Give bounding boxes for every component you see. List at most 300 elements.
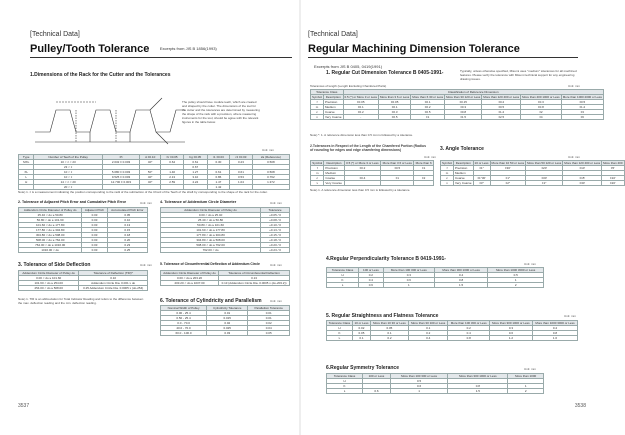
right-s2-heading: 2.Tolerances in Respect of the Length of the Chamfered Portion (Radius of rounding for edges and edge chamfering dimensions) xyxy=(310,144,426,152)
cell: Precision xyxy=(324,166,344,171)
left-page xyxy=(0,0,300,435)
cell: 0.4 xyxy=(434,273,487,278)
cell: ±0.5 xyxy=(381,166,414,171)
cell: 0.3 xyxy=(489,326,532,331)
r-s6-header: More than 100 300 or Less xyxy=(390,374,448,379)
cell xyxy=(102,185,139,190)
figure-desc-line: the cutter and the tolerances are determined by measuring xyxy=(182,108,260,112)
left-s3-heading: 3. Tolerance of Side Deflection xyxy=(18,262,91,268)
cell: 0.6 xyxy=(390,384,448,389)
r-s5-header: More than 100 300 or Less xyxy=(448,321,489,326)
s2-unit: Unit: mm xyxy=(140,201,152,205)
cell: ±4 xyxy=(521,115,562,120)
r-s5-header: 10 or Less xyxy=(352,321,370,326)
cell: 0.4 xyxy=(448,331,489,336)
r-s1-header: More than 30 120 or Less xyxy=(446,95,481,99)
cell: 0.4 xyxy=(533,326,578,331)
right-s1-side-note: Typically, unless otherwise specified, Misumi uses "medium" tolerances for all machined features. Please verify the tolerance with Misumi technical support for any engineering drawing issues. xyxy=(460,69,577,81)
group-header: Tolerance Class xyxy=(311,90,344,95)
cell: 0.64 xyxy=(161,160,184,165)
cell: ±0.3 xyxy=(445,105,482,110)
cell: 1 xyxy=(508,384,544,389)
cell: 101.60 < do ≤ 177.80 xyxy=(19,223,82,228)
r-s5-unit: Unit: mm xyxy=(564,314,576,318)
symmetry-table xyxy=(326,373,544,394)
cell: +0.05 / 0 xyxy=(261,213,290,218)
cell: 0.15 xyxy=(107,228,147,233)
cell: m xyxy=(311,171,324,176)
r-s3-header: More than 50 120 or Less xyxy=(527,161,562,165)
cell: ±0.5 xyxy=(482,105,521,110)
s4-header: Addendum Circle Diameter of Pulley do xyxy=(161,208,261,213)
r-s6-header: 100 or Less xyxy=(363,374,391,379)
s3-unit: Unit: mm xyxy=(140,263,152,267)
figure-desc-line: and shaped by the cutter. The dimensions of the tool for xyxy=(182,104,256,108)
cell: Coarse xyxy=(324,176,344,181)
cell: ±2 xyxy=(414,176,434,181)
cell: Coarse xyxy=(454,176,474,181)
r-s5-header: More than 300 1000 or Less xyxy=(489,321,532,326)
cell: 0.4 xyxy=(359,278,384,283)
cell: +0.08 / 0 xyxy=(261,218,290,223)
cell: K xyxy=(327,278,359,283)
cell: 0.50 - 25.4 xyxy=(161,316,207,321)
table-row xyxy=(327,283,544,288)
cell: 0.03 xyxy=(82,218,107,223)
cell: 0.61 xyxy=(207,170,230,175)
group-header: Classification of Reference Dimension xyxy=(343,90,603,95)
cell: 1.372 xyxy=(252,180,289,185)
cell: ±0.2 xyxy=(344,166,381,171)
cell: ±2.5 xyxy=(482,115,521,120)
cell: 1.5 xyxy=(434,283,487,288)
cell: v xyxy=(311,115,324,120)
cell: 0.2 xyxy=(448,326,489,331)
cell: ±2 xyxy=(521,110,562,115)
cell: 10 < z xyxy=(34,175,103,180)
r-s1-header: More than 1000 2000 or Less xyxy=(562,95,602,99)
r-s5-header: More than 10 30 or Less xyxy=(371,321,409,326)
cell: 304.80 < do ≤ 508.00 xyxy=(161,238,261,243)
t1-header: A ±0.10 xyxy=(140,155,161,160)
r-s3-header: More than 10 50 or Less xyxy=(491,161,525,165)
r-s3-header: Symbol xyxy=(442,161,453,165)
cell: ±0.8 xyxy=(521,105,562,110)
cell: Precision xyxy=(324,100,344,105)
cell: ±0.2 xyxy=(482,100,521,105)
s5-header: Tolerance of Circumferential Deflection xyxy=(219,271,290,276)
left-s4-heading: 4. Tolerance of Addendum Circle Diameter xyxy=(160,200,237,204)
cell: Coarse xyxy=(324,110,344,115)
cell: 0.03 xyxy=(207,331,248,336)
cell: 0.01 xyxy=(207,311,248,316)
cell xyxy=(252,185,289,190)
cell: 0.13 xyxy=(107,223,147,228)
cell: 177.80 < do ≤ 304.80 xyxy=(161,233,261,238)
cell: 0.3 xyxy=(383,273,434,278)
left-s2-heading: 2. Tolerance of Adjacent Pitch Error and Cumulative Pitch Error xyxy=(18,200,127,204)
cell: ±1.5 xyxy=(445,115,482,120)
cell: 50.80 < do ≤ 101.60 xyxy=(161,223,261,228)
cell: 10 < z < 23 xyxy=(34,160,103,165)
r-s5-header: Tolerance Class xyxy=(327,321,353,326)
cell: 0.10 xyxy=(79,276,148,281)
cell: +0.20 / 0 xyxy=(261,243,290,248)
cell: H xyxy=(327,379,363,384)
cell: ±10' xyxy=(563,166,602,171)
s3-note: Note) 1. TIR is an abbreviation for Total Indicator Reading and refers to the difference between the max. deflection reading and the min. deflection reading. xyxy=(18,297,144,305)
cell: 23 < z xyxy=(34,165,103,170)
table-row xyxy=(19,248,148,253)
chamfer-tolerance-table xyxy=(310,160,434,186)
cell: c xyxy=(311,110,324,115)
cell: 0.05 xyxy=(352,331,370,336)
cell: ±0.5 xyxy=(561,100,603,105)
table-row xyxy=(161,316,290,321)
s3-header: Tolerance of Deflection (TIR)* xyxy=(79,271,148,276)
cell: 254.00 < do ≤ 508.00 xyxy=(19,286,79,291)
cell: 0.762 xyxy=(252,175,289,180)
s4-unit: Unit: mm xyxy=(270,201,282,205)
cell: 0.23 xyxy=(107,243,147,248)
cell: 508.00 < do ≤ 762.00 xyxy=(19,238,82,243)
cell: ±30' xyxy=(563,181,602,186)
cell: 1 xyxy=(383,283,434,288)
cell: 0.1 xyxy=(408,326,448,331)
cell: 0.30 xyxy=(207,160,230,165)
t1-header: r1 ±0.03 xyxy=(207,155,230,160)
r-s6-unit: Unit: mm xyxy=(524,367,536,371)
cell: ±0.8 xyxy=(445,110,482,115)
cell: 0.2 xyxy=(371,336,409,341)
cell xyxy=(183,185,207,190)
cell: 1.27 xyxy=(183,170,207,175)
table-row xyxy=(161,331,290,336)
cell: 0.0 - 70.0 xyxy=(161,321,207,326)
cell: 0.8 xyxy=(434,278,487,283)
cell: 20 < z xyxy=(34,185,103,190)
table-row xyxy=(161,248,290,253)
cell: 0.8 xyxy=(448,384,508,389)
cell: 60.0 - 100.0 xyxy=(161,331,207,336)
cell xyxy=(19,185,34,190)
angle-tolerance-table xyxy=(440,160,625,186)
t1-header: Type xyxy=(19,155,34,160)
right-excerpt: Excerpts from JIS B 0405, 0419(1991) xyxy=(314,64,383,69)
r-s2-header: Description xyxy=(324,161,344,166)
r-s6-header: More than 1000 xyxy=(508,374,544,379)
cell: 10 < z xyxy=(34,170,103,175)
cell: 0.03 xyxy=(82,248,107,253)
cell: ±1.2 xyxy=(561,105,603,110)
left-tag: [Technical Data] xyxy=(30,31,80,38)
s6-header: Cylindricity Tolerance xyxy=(207,306,248,311)
cell: 0.00 - 25.4 xyxy=(161,311,207,316)
cell: 203.20 < do ≤ 1037.00 xyxy=(161,281,219,286)
cell: ±3° xyxy=(473,181,490,186)
t1-header: bg ±0.05 xyxy=(183,155,207,160)
cell: 9.525 ± 0.003 xyxy=(102,175,139,180)
cell: 0.13 (Addendum Circle Dia. 0.0005 x (do-203.2)) xyxy=(219,281,290,286)
cell: 0.02 xyxy=(352,326,370,331)
cell: 25.40 < do ≤ 50.80 xyxy=(161,218,261,223)
cell: ±0.05 xyxy=(343,100,379,105)
cell: ±0.4 xyxy=(344,176,381,181)
cell: ±20' xyxy=(526,166,563,171)
cell: Medium xyxy=(454,171,474,176)
left-title: Pulley/Tooth Tolerance xyxy=(30,43,150,55)
left-header xyxy=(30,30,292,58)
cell: 0.1 xyxy=(371,331,409,336)
side-deflection-table xyxy=(18,270,148,291)
cell: 0.025 xyxy=(207,326,248,331)
r-s1-header: 0.5 (*) or More 3 or Less xyxy=(344,95,378,99)
cell: ±1° xyxy=(473,166,490,171)
r-s3-header: Description xyxy=(454,161,474,166)
cell: 508.00 < do ≤ 762.00 xyxy=(161,243,261,248)
cell: Medium xyxy=(324,105,344,110)
cut-dimension-table xyxy=(310,89,604,120)
cell: 2 xyxy=(508,389,544,394)
cell: 0.25 Addendum Circle Dia. 0.0005 x (do-254) xyxy=(79,286,148,291)
cell: 2.59 xyxy=(161,180,184,185)
cell: Very Coarse xyxy=(455,181,472,185)
left-excerpt: Excerpts from JIS B 1856(1993) xyxy=(159,46,217,51)
t1-header: Pt xyxy=(102,155,139,160)
cell: ±1° xyxy=(526,181,563,186)
cell: 0.8 xyxy=(533,331,578,336)
figure-desc-line: figures in the table below. xyxy=(182,120,216,124)
cell: 0.03 xyxy=(82,233,107,238)
cell: 50.80 < do ≤ 101.60 xyxy=(19,218,82,223)
cell: f xyxy=(441,166,454,171)
cell: XL xyxy=(19,170,34,175)
r-s1-header: Symbol xyxy=(312,95,323,99)
cell: 1.04 xyxy=(230,180,253,185)
cell: 0.61 xyxy=(183,160,207,165)
table-row xyxy=(311,115,604,120)
cell: 1 xyxy=(488,278,544,283)
cell: 101.60 < do ≤ 177.80 xyxy=(161,228,261,233)
r-s1-unit: Unit: mm xyxy=(568,84,580,88)
s5-header: Addendum Circle Diameter of Pulley do xyxy=(161,271,219,276)
cell: 0.6 xyxy=(359,283,384,288)
cell: 2.13 xyxy=(161,175,184,180)
cell: 0.04 xyxy=(248,326,290,331)
cell: 0.508 xyxy=(252,170,289,175)
left-s6-heading: 6. Tolerance of Cylindricity and Parallelism xyxy=(160,298,262,304)
cell: 0.01 xyxy=(248,316,290,321)
cell: m xyxy=(311,105,324,110)
cell: ±0.1 xyxy=(343,105,379,110)
r-s1-header: More than 120 400 or Less xyxy=(483,95,520,99)
left-page-number: 3537 xyxy=(18,403,30,409)
cell xyxy=(381,181,414,186)
r-s4-header: More than 300 1000 or Less xyxy=(434,268,487,273)
cell: 0.01 xyxy=(248,311,290,316)
cell: 0.05 xyxy=(371,326,409,331)
cell: 0.05 xyxy=(107,213,147,218)
left-s1-heading: 1.Dimensions of the Rack for the Cutter and the Tolerances xyxy=(30,72,171,78)
r-s4-unit: Unit: mm xyxy=(524,262,536,266)
cell: 0.02 xyxy=(207,321,248,326)
r-s4-header: 100 or Less xyxy=(359,268,384,273)
cell: 0.86 xyxy=(207,175,230,180)
cell: 304.80 < do ≤ 508.00 xyxy=(19,233,82,238)
cell: 1 xyxy=(390,389,448,394)
figure-desc-line: instruments for the tool, should be agree with the relevant xyxy=(182,116,259,120)
perpendicularity-table xyxy=(326,267,544,288)
cell: v xyxy=(311,181,324,186)
cell: m xyxy=(441,171,454,176)
cell: 50° xyxy=(140,170,161,175)
cell: 0.03 xyxy=(82,228,107,233)
t1-unit: Unit: mm xyxy=(262,148,274,152)
right-s4-heading: 4.Regular Perpendicularity Tolerance B 0419-1991- xyxy=(326,256,446,262)
cell: L xyxy=(327,283,359,288)
r-s3-header: More than 400 xyxy=(603,161,623,165)
cell: 0.05 xyxy=(248,331,290,336)
r-s3-header: More than 120 400 or Less xyxy=(564,161,601,165)
table-row xyxy=(19,286,148,291)
cell: H xyxy=(327,326,353,331)
cell: ±0.2 xyxy=(411,105,445,110)
cell: 1.2 xyxy=(489,336,532,341)
cell: 2 xyxy=(488,283,544,288)
cell: 14 < z < 20 xyxy=(34,180,103,185)
r-s4-header: Tolerance Class xyxy=(327,268,359,273)
cell: 1.5 xyxy=(448,389,508,394)
cell: ±20' xyxy=(602,181,624,186)
cell: ±1 xyxy=(411,115,445,120)
right-title: Regular Machining Dimension Tolerance xyxy=(308,43,520,55)
t1-header: Number of Teeth of the Pulley xyxy=(34,155,103,160)
cell: Very Coarse xyxy=(324,181,344,186)
s6-unit: Unit: mm xyxy=(270,299,282,303)
cell: ±1° xyxy=(490,176,526,181)
cell: 1016.00 < do xyxy=(19,248,82,253)
cell: L xyxy=(19,175,34,180)
r-s2-header: 0.5 (*) or More 3 or Less xyxy=(344,161,381,166)
cell: 0.2 xyxy=(359,273,384,278)
cell: v xyxy=(441,181,454,186)
cell: 1.6 xyxy=(533,336,578,341)
cell: ±3 xyxy=(561,110,603,115)
figure-desc-line: The pulley should have module teeth, which are created xyxy=(182,100,257,104)
cell xyxy=(161,185,184,190)
cell: 0.6 xyxy=(489,331,532,336)
cell: 0.5 xyxy=(488,273,544,278)
cell: L xyxy=(327,389,363,394)
cell: 0.00 < do ≤ 101.60 xyxy=(19,276,79,281)
cell: K xyxy=(327,331,353,336)
cell xyxy=(230,185,253,190)
cell: 0.03 xyxy=(82,238,107,243)
cell: +0.15 / 0 xyxy=(261,233,290,238)
cell: 40° xyxy=(140,175,161,180)
table-row xyxy=(311,181,434,186)
r-s5-header: More than 1000 3000 or Less xyxy=(533,321,578,326)
cell: ±0.5 xyxy=(411,110,445,115)
table-row xyxy=(161,311,290,316)
cell: - xyxy=(343,115,379,120)
right-s1-subheading: Tolerances of length (Length Excluding Chamfered Parts) xyxy=(310,84,387,88)
s3-header: Addendum Circle Diameter of Pulley do xyxy=(19,271,79,276)
cell: c xyxy=(311,176,324,181)
cell: Precision xyxy=(454,166,474,171)
cell: 0.61 xyxy=(230,170,253,175)
cell: 25.40 < do ≤ 50.80 xyxy=(19,213,82,218)
rack-diagram xyxy=(30,92,190,147)
s6-header: Nominal Width of Pulley xyxy=(161,306,207,311)
s6-header: Parallelism Tolerance xyxy=(248,306,290,311)
table-row xyxy=(19,185,290,190)
cell: Addendum Circle Dia. 0.001 x do xyxy=(79,281,148,286)
r-s4-header: More than 1000 3000 or Less xyxy=(488,268,544,273)
cell: ±0.3 xyxy=(379,110,411,115)
s2-header: Addendum Circle Diameter of Pulley do xyxy=(19,208,82,213)
cell: K xyxy=(327,384,363,389)
cell: 0.2 xyxy=(408,331,448,336)
r-s2-header: Symbol xyxy=(312,161,323,165)
cell: 0.508 xyxy=(252,160,289,165)
cell: 3.10 xyxy=(183,175,207,180)
cell: 0.6 xyxy=(363,389,391,394)
right-s6-heading: 6.Regular Symmetry Tolerance xyxy=(326,365,399,371)
cell: ±1.2 xyxy=(482,110,521,115)
cell: 0.03 xyxy=(82,223,107,228)
t1-header: hr ±0.05 xyxy=(161,155,184,160)
cell: ±0.1 xyxy=(379,105,411,110)
cell: 762.00 < do ≤ 1016.00 xyxy=(19,243,82,248)
r-s6-header: More than 300 1000 or Less xyxy=(448,374,508,379)
figure-description xyxy=(182,100,292,124)
right-s5-heading: 5. Regular Straightness and Flatness Tolerance xyxy=(326,313,439,319)
cell: 0.00 < do ≤ 25.40 xyxy=(161,213,261,218)
r-s2-header: More than 6 xyxy=(415,161,432,165)
cell: ±15' xyxy=(563,176,602,181)
cell: 0.18 xyxy=(107,233,147,238)
cell: 0.10 xyxy=(107,218,147,223)
cell: 0.03 xyxy=(82,213,107,218)
addendum-diameter-table xyxy=(160,207,290,253)
cell: Medium xyxy=(324,171,344,176)
cylindricity-table xyxy=(160,305,290,336)
cell: +0.10 / 0 xyxy=(261,223,290,228)
cell: 5.080 ± 0.003 xyxy=(102,170,139,175)
cell: ±5' xyxy=(602,166,624,171)
cell: 0.67 xyxy=(183,165,207,170)
cell: ±30' xyxy=(490,166,526,171)
r-s1-header: Description xyxy=(324,95,344,100)
cell: 2.032 ± 0.003 xyxy=(102,160,139,165)
cell: 0.53 xyxy=(230,175,253,180)
cell: 0.5 xyxy=(390,379,448,384)
cell xyxy=(344,181,381,186)
rack-dimension-table xyxy=(18,154,290,190)
cell: c xyxy=(441,176,454,181)
table-row xyxy=(327,389,544,394)
right-header xyxy=(308,30,578,69)
r-s1-header: More than 6 30 or Less xyxy=(412,95,444,99)
pitch-error-table xyxy=(18,207,148,253)
r-s1-header: More than 400 1000 or Less xyxy=(522,95,560,99)
cell: 0.20 xyxy=(107,238,147,243)
r-s2-header: More than 3 6 or Less xyxy=(382,161,412,165)
cell: +0.18 / 0 xyxy=(261,238,290,243)
cell: L xyxy=(327,336,353,341)
cell xyxy=(414,181,434,186)
